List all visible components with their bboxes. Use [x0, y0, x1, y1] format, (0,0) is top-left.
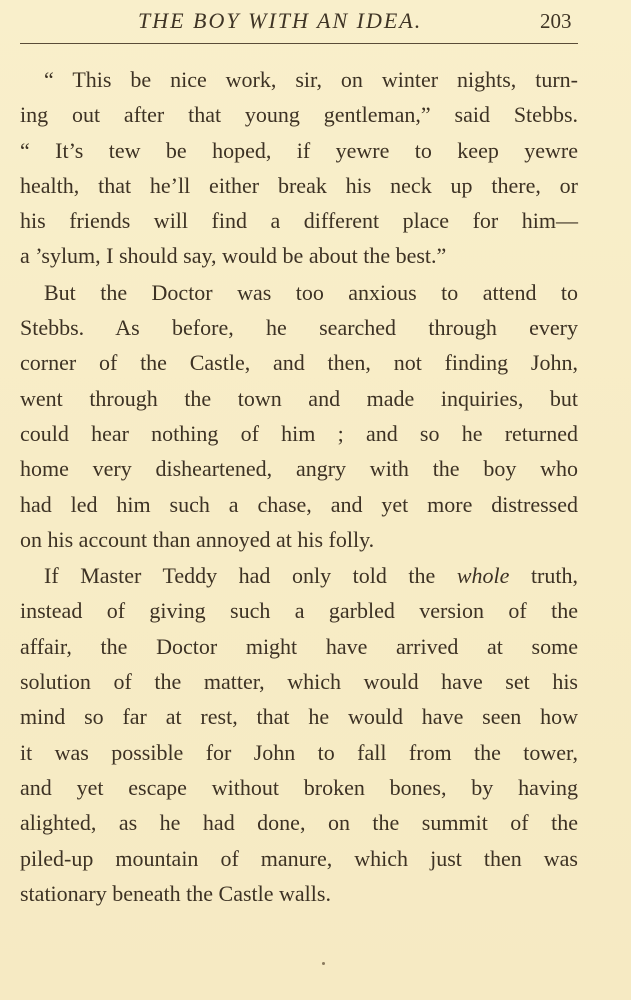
italic-word: whole — [456, 563, 510, 589]
text-line: But the Doctor was too anxious to attend to — [44, 279, 578, 305]
text-line: stationary beneath the Castle walls. — [20, 880, 331, 906]
text-line: affair, the Doctor might have arrived at some — [20, 633, 578, 659]
text-line: went through the town and made inquiries, but — [20, 385, 578, 411]
text-line: on his account than annoyed at his folly. — [20, 526, 375, 552]
text-line: had led him such a chase, and yet more distressed — [20, 491, 578, 517]
text-run: If Master Teddy had only told the — [44, 563, 436, 589]
text-run: truth, — [530, 563, 578, 589]
header-rule — [20, 43, 578, 44]
text-line: a ’sylum, I should say, would be about the best.” — [20, 243, 447, 269]
text-line: could hear nothing of him ; and so he returned — [20, 420, 578, 446]
running-head — [20, 6, 580, 38]
text-line: his friends will find a different place for him— — [20, 208, 578, 234]
text-line: corner of the Castle, and then, not finding John, — [20, 350, 578, 376]
running-title: THE BOY WITH AN IDEA. — [138, 8, 423, 33]
text-line: and yet escape without broken bones, by having — [20, 774, 578, 800]
text-line: home very disheartened, angry with the boy who — [20, 456, 578, 482]
text-line-with-italic — [20, 558, 578, 593]
text-line: health, that he’ll either break his neck up there, or — [20, 172, 578, 198]
text-line: Stebbs. As before, he searched through every — [20, 315, 578, 341]
paper-speck — [322, 962, 325, 965]
text-line: mind so far at rest, that he would have seen how — [20, 704, 578, 730]
text-line: it was possible for John to fall from the tower, — [20, 739, 578, 765]
text-line: alighted, as he had done, on the summit of the — [20, 810, 578, 836]
text-line: solution of the matter, which would have set his — [20, 669, 578, 695]
text-line: instead of giving such a garbled version of the — [20, 598, 578, 624]
page-number: 203 — [540, 9, 572, 33]
text-line: “ This be nice work, sir, on winter nights, turn- — [44, 67, 578, 92]
body-text — [20, 62, 578, 911]
text-line: piled-up mountain of manure, which just then was — [20, 845, 578, 871]
text-line: ing out after that young gentleman,” said Stebbs. — [20, 102, 578, 128]
text-line: “ It’s tew be hoped, if yewre to keep yewre — [20, 137, 578, 163]
